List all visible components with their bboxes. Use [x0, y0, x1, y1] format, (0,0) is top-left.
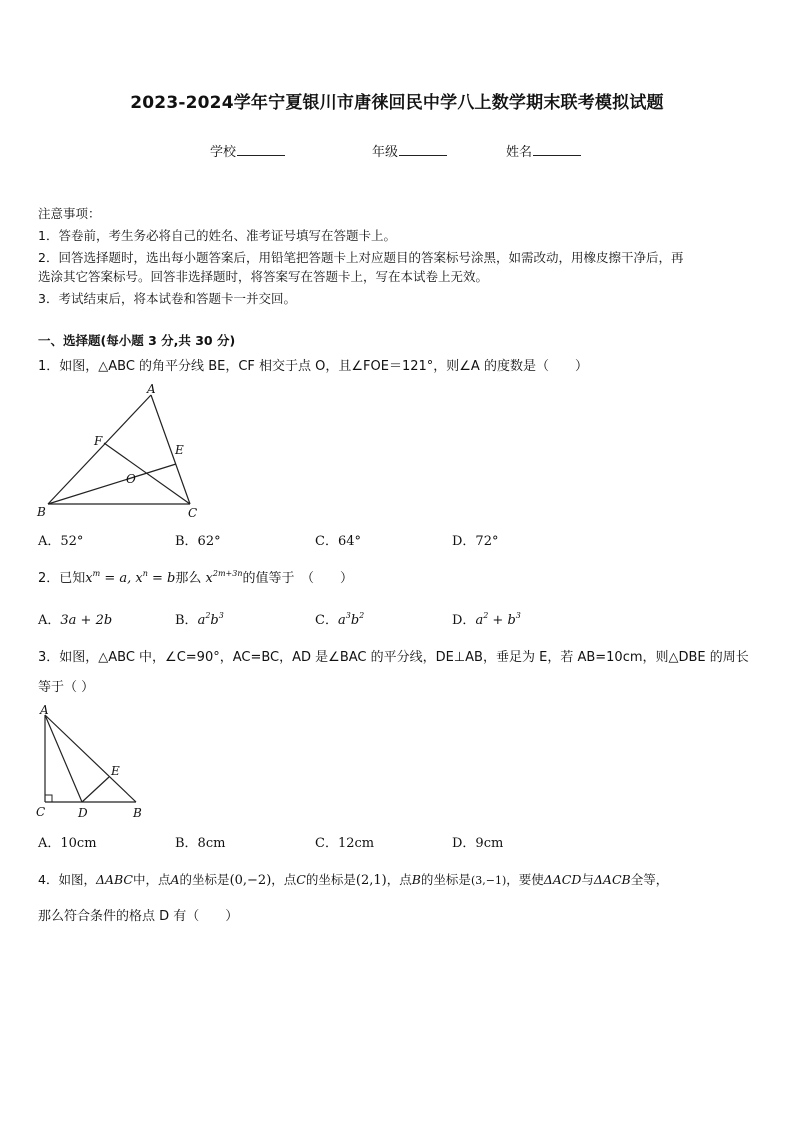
q4-triangle-acd: ΔACD: [543, 872, 582, 887]
question-3-line-2: 等于（ ）: [38, 680, 95, 695]
q4-text: 与: [581, 872, 594, 887]
school-blank: [237, 143, 285, 156]
q4-point-b: B: [411, 872, 421, 887]
name-field: [506, 141, 581, 160]
q2-option-b-label: B．: [175, 613, 198, 628]
right-angle-mark: [45, 795, 52, 802]
grade-blank: [399, 143, 447, 156]
q2-option-b[interactable]: B．$a^2b^3$: [175, 611, 224, 628]
notice-item: 选涂其它答案标号。回答非选择题时，将答案写在答题卡上，写在本试卷上无效。: [38, 269, 489, 284]
question-1-text: 1．如图，△ABC 的角平分线 BE，CF 相交于点 O，且∠FOE＝121°，则∠A 的度数是（ ）: [38, 359, 588, 374]
q2-formula-1: $x^m = a$, $x^n = b$: [85, 569, 176, 586]
school-field: [210, 141, 285, 160]
label-b: B: [133, 806, 142, 820]
school-label: 学校: [210, 145, 237, 160]
q4-text: ，点: [271, 872, 297, 887]
bisector-ad: [45, 715, 82, 802]
q4-triangle-acb: ΔACB: [593, 872, 631, 887]
q2-option-d-label: D．: [452, 613, 476, 628]
grade-field: [372, 141, 447, 160]
q4-text: 全等，: [630, 872, 669, 887]
q4-text: ，点: [386, 872, 412, 887]
label-o: O: [126, 472, 136, 486]
question-1-figure: [30, 380, 210, 522]
q4-coord-a: (0,−2): [229, 873, 272, 888]
q4-coord-b: (3,−1): [470, 874, 507, 887]
notice-item: 2．回答选择题时，选出每小题答案后，用铅笔把答题卡上对应题目的答案标号涂黑，如需改动，用橡皮擦干净后，再: [38, 250, 684, 265]
question-3-figure: [30, 700, 160, 822]
label-b: B: [37, 505, 46, 519]
q1-option-b[interactable]: B．62°: [175, 534, 221, 549]
q4-point-a: A: [170, 872, 180, 887]
q4-triangle-abc: ΔABC: [95, 872, 133, 887]
q1-option-a[interactable]: A．52°: [38, 534, 84, 549]
question-2-text: [38, 567, 353, 586]
q2-option-a-label: A．: [38, 613, 61, 628]
q2-option-c[interactable]: C．$a^3b^2$: [315, 611, 365, 628]
label-a: A: [147, 382, 156, 396]
q2-prefix: 2．已知: [38, 571, 86, 586]
label-a: A: [40, 703, 49, 717]
q2-option-a[interactable]: A．3a + 2b: [38, 613, 113, 628]
label-c: C: [36, 805, 46, 819]
label-e: E: [175, 443, 184, 457]
q4-text: 的坐标是: [420, 872, 471, 887]
name-label: 姓名: [506, 145, 533, 160]
q3-option-c[interactable]: C．12cm: [315, 836, 375, 851]
q4-point-c: C: [296, 872, 306, 887]
side-ac: [151, 395, 190, 504]
label-c: C: [188, 506, 198, 520]
label-f: F: [94, 434, 103, 448]
name-blank: [533, 143, 581, 156]
q2-option-c-label: C．: [315, 613, 338, 628]
q4-coord-c: (2,1): [355, 873, 387, 888]
q1-option-d[interactable]: D．72°: [452, 534, 499, 549]
grade-label: 年级: [372, 145, 399, 160]
q3-option-d[interactable]: D．9cm: [452, 836, 504, 851]
q1-option-c[interactable]: C．64°: [315, 534, 361, 549]
q2-option-d[interactable]: D．$a^2 + b^3$: [452, 611, 521, 628]
question-4-line-2: 那么符合条件的格点 D 有（ ）: [38, 909, 239, 924]
notice-item: 3．考试结束后，将本试卷和答题卡一并交回。: [38, 291, 296, 306]
q4-prefix: 4．如图，: [38, 872, 96, 887]
q2-formula-2: $x^{2m+3n}$: [201, 569, 243, 586]
q4-text: ，要使: [506, 872, 544, 887]
q2-suffix: 的值等于 （ ）: [242, 571, 353, 586]
q4-text: 的坐标是: [179, 872, 230, 887]
q3-option-b[interactable]: B．8cm: [175, 836, 226, 851]
question-4-line-1: [38, 870, 668, 888]
page-title: 2023-2024学年宁夏银川市唐徕回民中学八上数学期末联考模拟试题: [130, 93, 664, 113]
perpendicular-de: [82, 777, 109, 802]
question-3-line-1: 3．如图，△ABC 中，∠C=90°，AC=BC，AD 是∠BAC 的平分线，DE⊥AB，垂足为 E，若 AB=10cm，则△DBE 的周长: [38, 650, 749, 665]
side-ab: [45, 715, 136, 802]
q3-option-a[interactable]: A．10cm: [38, 836, 97, 851]
label-d: D: [78, 806, 88, 820]
q2-mid: 那么: [175, 571, 202, 586]
label-e: E: [111, 764, 120, 778]
q4-text: 的坐标是: [305, 872, 356, 887]
section-heading: 一、选择题(每小题 3 分,共 30 分): [38, 333, 236, 348]
notice-heading: 注意事项：: [38, 206, 101, 221]
q4-text: 中，点: [133, 872, 171, 887]
notice-item: 1．答卷前，考生务必将自己的姓名、准考证号填写在答题卡上。: [38, 228, 396, 243]
